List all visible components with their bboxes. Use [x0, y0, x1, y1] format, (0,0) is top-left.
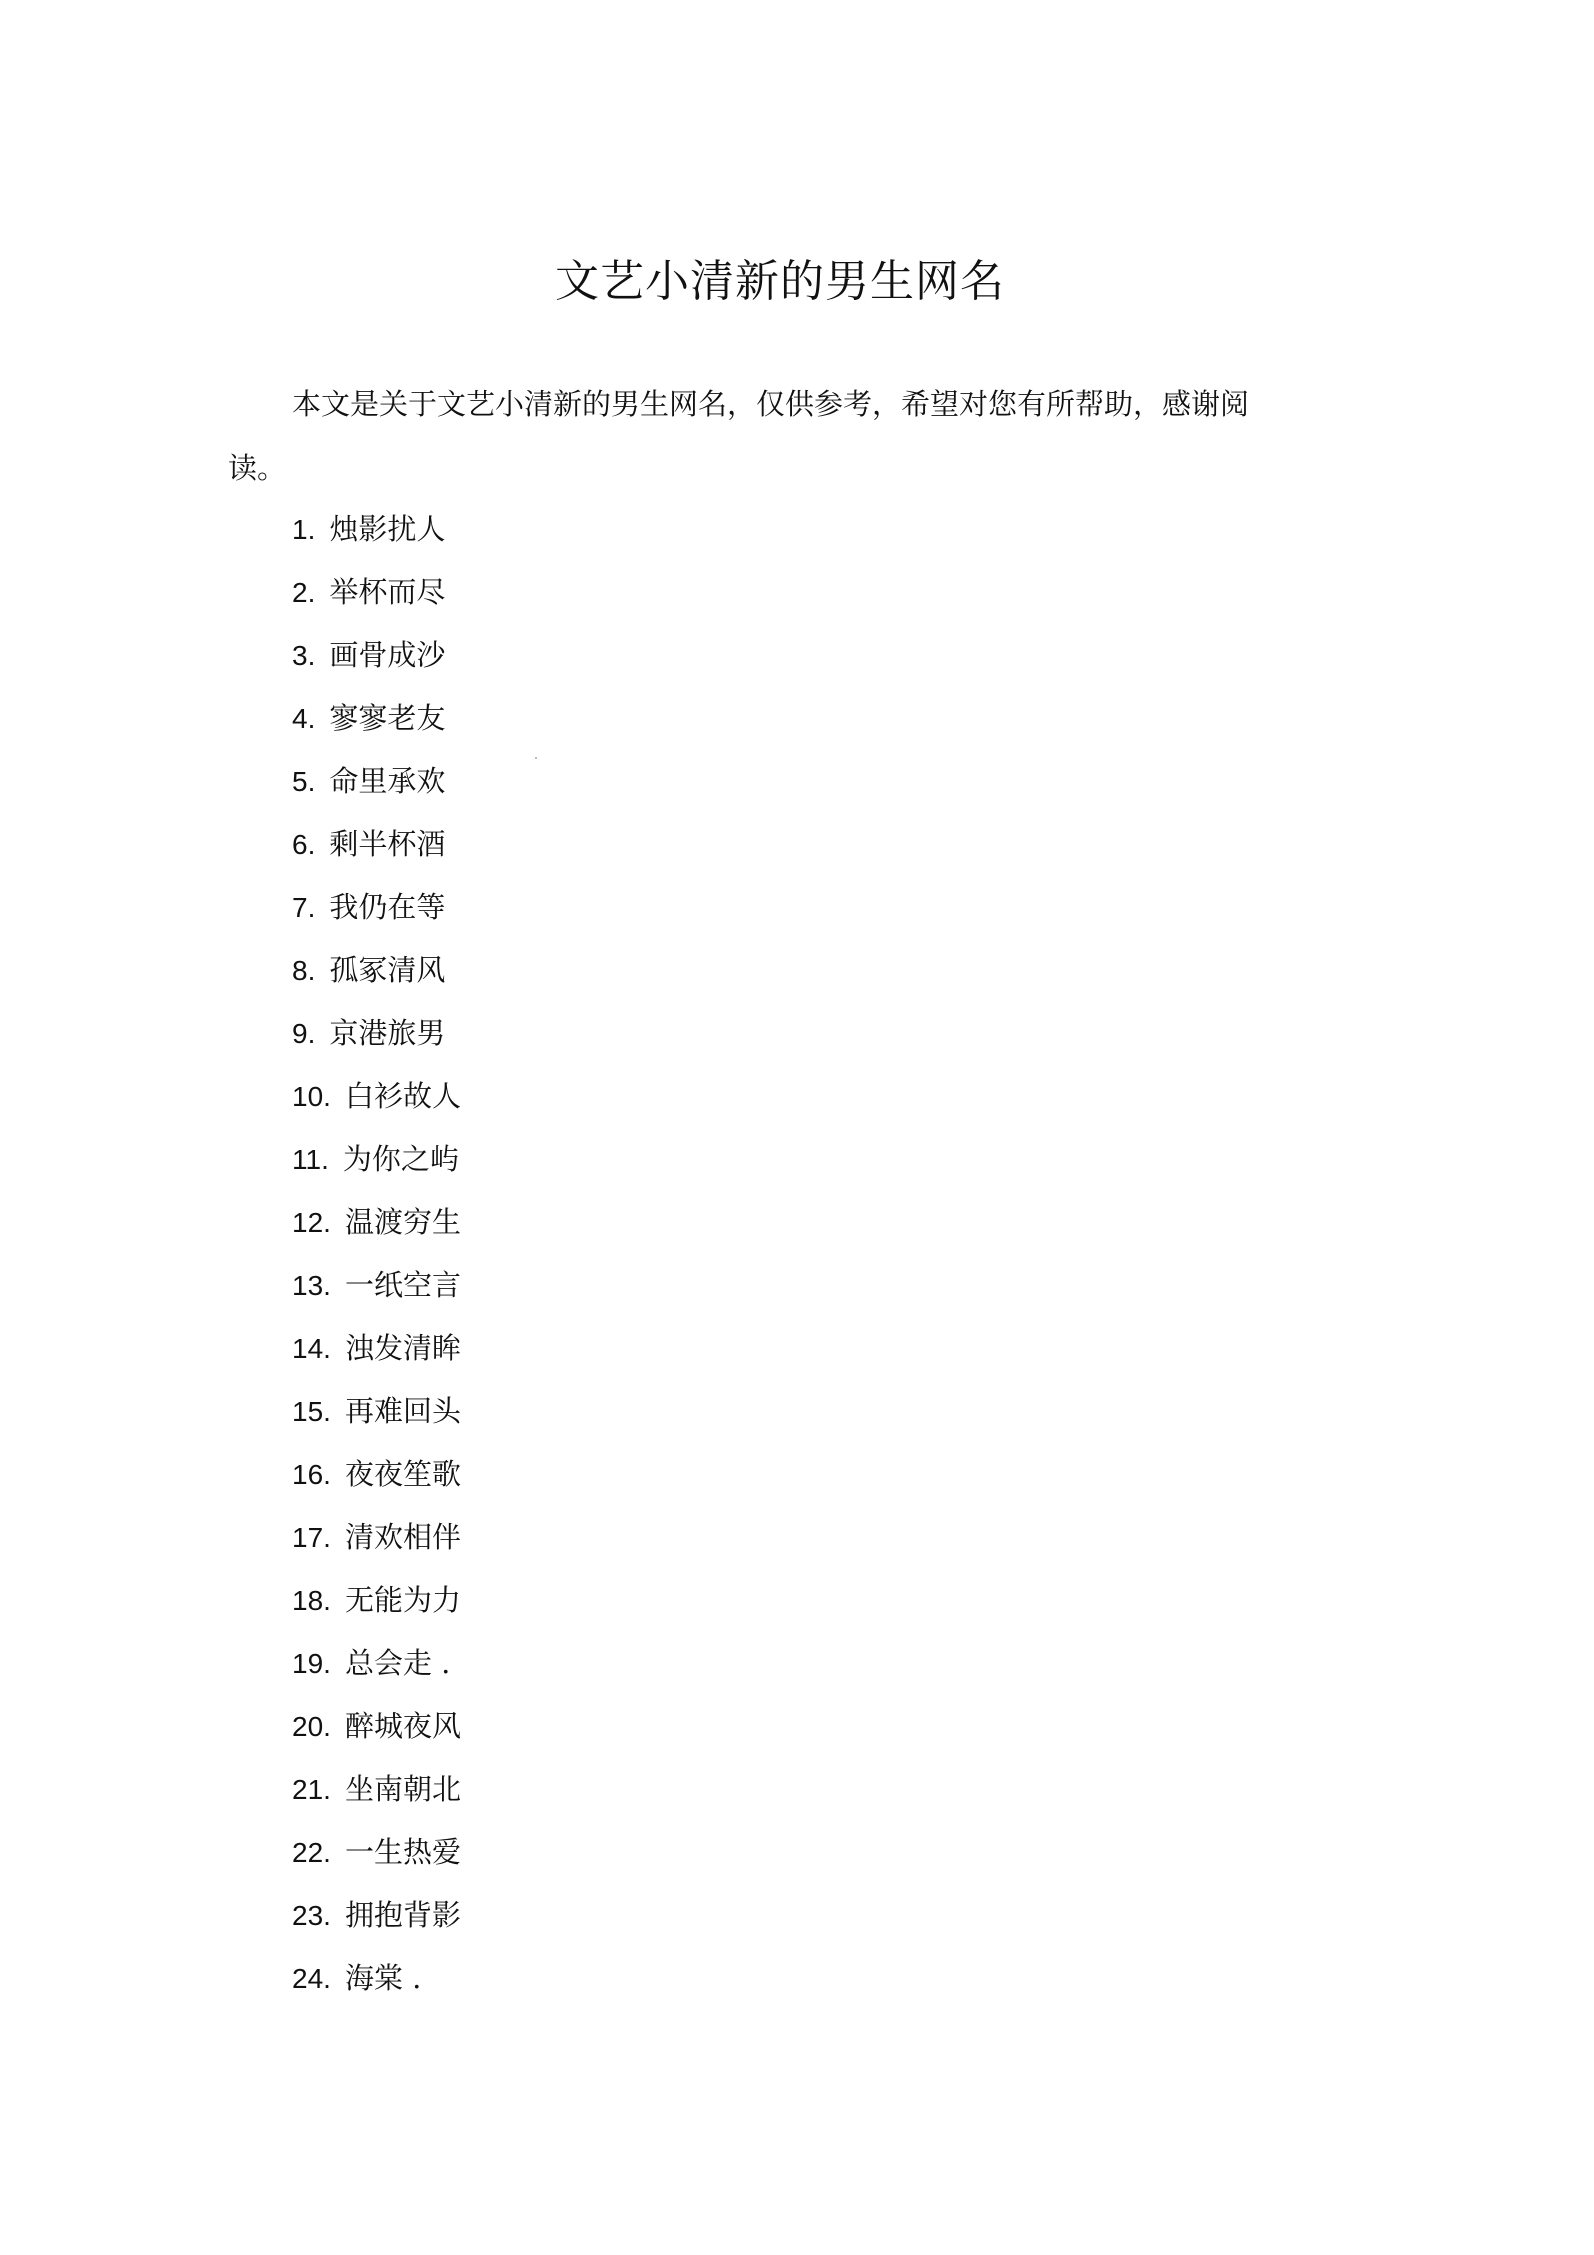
list-item — [292, 1380, 461, 1443]
list-item-name: 剩半杯酒 — [329, 827, 446, 861]
list-item-name: 坐南朝北 — [344, 1772, 461, 1806]
list-item — [292, 1632, 461, 1695]
list-item-name: 再难回头 — [344, 1394, 461, 1428]
list-item-number: 12. — [292, 1207, 331, 1238]
list-item — [292, 1002, 461, 1065]
list-item-name: 命里承欢 — [329, 764, 446, 798]
list-item — [292, 1758, 461, 1821]
list-item — [292, 687, 461, 750]
list-item — [292, 624, 461, 687]
list-item-number: 14. — [292, 1333, 331, 1364]
list-item-number: 3. — [292, 640, 316, 671]
list-item — [292, 1065, 461, 1128]
list-item-number: 13. — [292, 1270, 331, 1301]
list-item-number: 19. — [292, 1648, 331, 1679]
list-item-name: 清欢相伴 — [344, 1520, 461, 1554]
list-item — [292, 1191, 461, 1254]
list-item-name: 寥寥老友 — [329, 701, 446, 735]
list-item-name: 浊发清眸 — [344, 1331, 461, 1365]
list-item-number: 21. — [292, 1774, 331, 1805]
list-item-name: 醉城夜风 — [344, 1709, 461, 1743]
list-item-name: 白衫故人 — [344, 1079, 461, 1113]
list-item — [292, 813, 461, 876]
list-item-name: 一生热爱 — [344, 1835, 461, 1869]
list-item-number: 18. — [292, 1585, 331, 1616]
list-item-name: 烛影扰人 — [329, 512, 446, 546]
list-item-number: 11. — [292, 1144, 329, 1175]
list-item-number: 24. — [292, 1963, 331, 1994]
list-item-name: 为你之屿 — [342, 1142, 459, 1176]
list-item — [292, 1254, 461, 1317]
list-item-name: 京港旅男 — [329, 1016, 446, 1050]
list-item — [292, 876, 461, 939]
list-item-number: 1. — [292, 514, 316, 545]
list-item-number: 6. — [292, 829, 316, 860]
list-item — [292, 750, 461, 813]
list-item-number: 7. — [292, 892, 316, 923]
list-item — [292, 1821, 461, 1884]
list-item — [292, 1569, 461, 1632]
name-list — [292, 498, 461, 2010]
list-item-number: 15. — [292, 1396, 331, 1427]
list-item-name: 孤冢清风 — [329, 953, 446, 987]
list-item — [292, 561, 461, 624]
list-item-number: 9. — [292, 1018, 316, 1049]
scan-speck — [535, 757, 537, 759]
list-item — [292, 1695, 461, 1758]
list-item — [292, 498, 461, 561]
list-item — [292, 1443, 461, 1506]
list-item — [292, 1947, 461, 2010]
list-item-name: 温渡穷生 — [344, 1205, 461, 1239]
list-item — [292, 1884, 461, 1947]
list-item-number: 20. — [292, 1711, 331, 1742]
list-item-name: 一纸空言 — [344, 1268, 461, 1302]
list-item-number: 22. — [292, 1837, 331, 1868]
list-item-name: 举杯而尽 — [329, 575, 446, 609]
list-item-name: 画骨成沙 — [329, 638, 446, 672]
list-item-name: 海棠 . — [344, 1961, 422, 1995]
list-item-number: 17. — [292, 1522, 331, 1553]
list-item — [292, 1317, 461, 1380]
list-item-number: 10. — [292, 1081, 331, 1112]
list-item-number: 16. — [292, 1459, 331, 1490]
list-item-name: 我仍在等 — [329, 890, 446, 924]
list-item — [292, 939, 461, 1002]
list-item-number: 4. — [292, 703, 316, 734]
list-item-number: 23. — [292, 1900, 331, 1931]
list-item-name: 无能为力 — [344, 1583, 461, 1617]
intro-paragraph: 本文是关于文艺小清新的男生网名，仅供参考，希望对您有所帮助，感谢阅读。 — [228, 387, 1250, 485]
page-title: 文艺小清新的男生网名 — [555, 256, 1005, 307]
list-item — [292, 1128, 461, 1191]
list-item-number: 8. — [292, 955, 316, 986]
list-item — [292, 1506, 461, 1569]
list-item-number: 5. — [292, 766, 316, 797]
list-item-name: 夜夜笙歌 — [344, 1457, 461, 1491]
list-item-name: 总会走 . — [344, 1646, 451, 1680]
list-item-number: 2. — [292, 577, 316, 608]
list-item-name: 拥抱背影 — [344, 1898, 461, 1932]
